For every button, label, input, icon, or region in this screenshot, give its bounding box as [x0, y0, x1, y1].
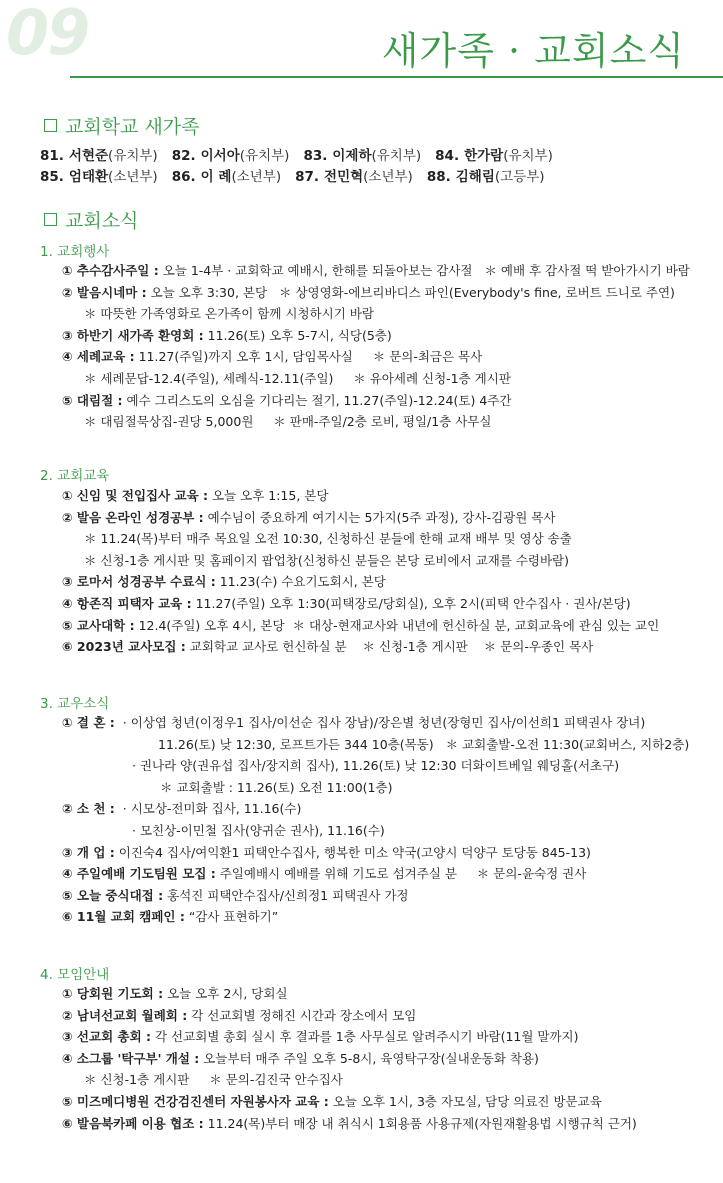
news-line: [62, 303, 690, 325]
news-line: [62, 777, 689, 799]
title-rule: [70, 76, 723, 78]
news-line: [62, 485, 659, 507]
news-item-text: “감사 표현하기”: [184, 909, 279, 925]
news-line: [62, 1113, 637, 1135]
member-number: 88.: [426, 169, 451, 185]
member-name: 이 례: [200, 169, 232, 185]
page-number: 09: [6, 0, 89, 69]
news-item-label: ③ 개 업 :: [62, 844, 115, 860]
member-number: 83.: [303, 148, 328, 164]
news-item-label: ④ 소그룹 '탁구부' 개설 :: [62, 1050, 200, 1066]
member-group: (소년부): [108, 169, 158, 185]
news-item-text: 11.26(토) 오후 5-7시, 식당(5층): [203, 327, 392, 343]
section-heading-text: 교회소식: [65, 210, 139, 232]
section-heading-new-family: [44, 112, 200, 139]
news-item-text: 오늘 오후 1:15, 본당: [208, 488, 329, 503]
news-item-text: ＊ 신청-1층 게시판 ＊ 문의-김진국 안수집사: [84, 1072, 343, 1088]
news-item-text: 11.27(주일)까지 오후 1시, 담임목사실 ＊ 문의-최금은 목사: [134, 349, 483, 365]
news-item-text: ＊ 신청-1층 게시판 및 홈페이지 팝업창(신청하신 분들은 본당 로비에서 교재를 수령바람): [84, 552, 570, 568]
section-heading-text: 교회학교 새가족: [65, 116, 200, 138]
new-family-member: [303, 146, 421, 167]
news-line: [62, 346, 690, 368]
news-item-text: 예수 그리스도의 오심을 기다리는 절기, 11.27(주일)-12.24(토) 4주간: [122, 392, 512, 408]
member-number: 86.: [171, 169, 196, 185]
news-line: [62, 507, 659, 529]
news-line: [62, 842, 689, 864]
news-item-text: 오늘부터 매주 주일 오후 5-8시, 육영탁구장(실내운동화 착용): [199, 1050, 539, 1066]
news-item-label: ⑤ 오늘 중식대접 :: [62, 887, 164, 903]
news-item-text: 각 선교회별 정해진 시간과 장소에서 모임: [187, 1007, 417, 1023]
member-name: 한가람: [464, 148, 504, 164]
news-item-label: ② 소 천 :: [62, 801, 115, 817]
church-education-list: [62, 485, 659, 658]
page-title: 새가족 · 교회소식: [381, 29, 685, 73]
news-line: [62, 1026, 637, 1048]
news-line: [62, 528, 659, 550]
new-family-member: [427, 167, 545, 188]
member-number: 87.: [295, 169, 320, 185]
member-group: (유치부): [108, 148, 158, 164]
news-item-label: ⑥ 2023년 교사모집 :: [62, 639, 186, 655]
meetings-list: [62, 983, 637, 1134]
news-line: [62, 1069, 637, 1091]
news-item-text: 각 선교회별 총회 실시 후 결과를 1층 사무실로 알려주시기 바람(11월 말까지): [151, 1029, 579, 1045]
news-item-text: 홍석진 피택안수집사/신희정1 피택권사 가정: [163, 887, 409, 903]
church-events-list: [62, 260, 690, 433]
news-line: [62, 1048, 637, 1070]
member-name: 이서아: [200, 148, 240, 164]
news-item-label: ③ 하반기 새가족 환영회 :: [62, 327, 204, 343]
news-item-text: 11.26(토) 낮 12:30, 로프트가든 344 10층(목동) ＊ 교회출발-오전 11:30(교회버스, 지하2층): [158, 736, 690, 752]
new-family-member: [435, 146, 553, 167]
new-family-member: [172, 167, 281, 188]
new-family-row: [40, 167, 567, 188]
news-item-text: 11.24(목)부터 매장 내 취식시 1회용품 사용규제(자원재활용법 시행규칙 근거): [203, 1115, 637, 1131]
section-heading-church-news: [44, 206, 138, 233]
news-item-text: ＊ 세례문답-12.4(주일), 세례식-12.11(주일) ＊ 유아세례 신청-1층 게시판: [84, 370, 511, 386]
news-line: [62, 593, 659, 615]
subheading-member-news: 3. 교우소식: [40, 696, 110, 712]
member-group: (유치부): [371, 148, 422, 164]
news-item-text: ＊ 교회출발 : 11.26(토) 오전 11:00(1층): [160, 779, 393, 795]
news-line: [62, 798, 689, 820]
news-line: [62, 282, 690, 304]
new-family-member: [40, 146, 158, 167]
news-item-text: 12.4(주일) 오후 4시, 본당 ＊ 대상-현재교사와 내년에 헌신하실 분, 교회교육에 관심 있는 교인: [134, 617, 660, 633]
news-item-text: 오늘 오후 3:30, 본당 ＊ 상영영화-에브리바디스 파인(Everybody's fine, 로버트 드니로 주연): [146, 284, 675, 300]
news-item-text: · 이상엽 청년(이정우1 집사/이선순 집사 장남)/장은별 청년(장형민 집사/이선희1 피택권사 장녀): [114, 715, 646, 730]
new-family-member: [295, 167, 413, 188]
news-item-label: ⑥ 발음북카페 이용 협조 :: [62, 1115, 204, 1131]
member-number: 81.: [40, 148, 64, 164]
member-name: 엄태환: [68, 169, 109, 185]
square-bullet-icon: [44, 213, 57, 226]
news-line: [62, 885, 689, 907]
news-line: [62, 1005, 637, 1027]
member-group: (고등부): [494, 169, 545, 185]
news-line: [62, 734, 689, 756]
news-item-label: ③ 로마서 성경공부 수료식 :: [62, 574, 216, 590]
news-item-text: 오늘 오후 1시, 3층 자모실, 담당 의료진 방문교육: [328, 1093, 602, 1109]
news-line: [62, 571, 659, 593]
news-line: [62, 615, 659, 637]
member-group: (소년부): [363, 169, 413, 185]
news-line: [62, 325, 690, 347]
news-item-text: 주일예배시 예배를 위해 기도로 섬겨주실 분 ＊ 문의-윤숙정 권사: [215, 866, 587, 882]
news-item-label: ② 발음시네마 :: [62, 284, 147, 300]
news-line: [62, 260, 690, 282]
news-item-text: 오늘 오후 2시, 당회실: [163, 986, 288, 1001]
news-item-text: 이진숙4 집사/여익환1 피택안수집사, 행복한 미소 약국(고양시 덕양구 토당동 845-13): [114, 844, 591, 860]
news-item-text: · 시모상-전미화 집사, 11.16(수): [114, 801, 302, 817]
news-item-label: ⑥ 11월 교회 캠페인 :: [62, 909, 185, 925]
news-line: [62, 755, 689, 777]
news-line: [62, 712, 689, 734]
new-family-member: [40, 167, 158, 188]
member-name: 서현준: [68, 148, 109, 164]
news-item-text: 오늘 1-4부 · 교회학교 예배시, 한해를 되돌아보는 감사절 ＊ 예배 후 감사절 떡 받아가시기 바람: [158, 263, 690, 278]
member-group: (유치부): [503, 148, 553, 164]
news-line: [62, 1091, 637, 1113]
member-number: 85.: [40, 169, 64, 185]
news-item-label: ⑤ 대림절 :: [62, 392, 123, 408]
member-news-list: [62, 712, 689, 928]
news-item-text: ＊ 따뜻한 가족영화로 온가족이 함께 시청하시기 바람: [84, 306, 374, 322]
news-item-text: 교회학교 교사로 헌신하실 분 ＊ 신청-1층 게시판 ＊ 문의-우종인 목사: [185, 639, 594, 655]
member-name: 전민혁: [324, 169, 364, 185]
news-item-label: ① 결 혼 :: [62, 715, 115, 730]
news-line: [62, 550, 659, 572]
new-family-member: [172, 146, 290, 167]
square-bullet-icon: [44, 119, 57, 132]
member-name: 김해림: [455, 169, 495, 185]
news-line: [62, 983, 637, 1005]
member-group: (소년부): [231, 169, 282, 185]
news-item-label: ② 발음 온라인 성경공부 :: [62, 509, 204, 525]
news-item-label: ② 남녀선교회 월례회 :: [62, 1007, 188, 1023]
news-line: [62, 411, 690, 433]
news-item-label: ⑤ 교사대학 :: [62, 617, 135, 633]
member-number: 82.: [171, 148, 196, 164]
news-line: [62, 906, 689, 928]
news-item-text: 예수님이 중요하게 여기시는 5가지(5주 과정), 강사-김광원 목사: [203, 509, 556, 525]
news-item-text: 11.23(수) 수요기도회시, 본당: [215, 574, 386, 590]
news-item-text: 11.27(주일) 오후 1:30(피택장로/당회실), 오후 2시(피택 안수집사 · 권사/본당): [191, 595, 631, 611]
news-item-label: ① 추수감사주일 :: [62, 263, 159, 278]
subheading-church-education: 2. 교회교육: [40, 468, 110, 484]
news-item-text: ＊ 대림절묵상집-권당 5,000원 ＊ 판매-주일/2층 로비, 평일/1층 사무실: [84, 414, 492, 430]
news-item-text: ＊ 11.24(목)부터 매주 목요일 오전 10:30, 신청하신 분들에 한해 교재 배부 및 영상 송출: [84, 531, 572, 547]
news-line: [62, 863, 689, 885]
member-number: 84.: [435, 148, 460, 164]
news-line: [62, 820, 689, 842]
news-item-label: ① 신임 및 전입집사 교육 :: [62, 488, 209, 503]
news-line: [62, 368, 690, 390]
subheading-meetings: 4. 모임안내: [40, 967, 110, 983]
news-line: [62, 636, 659, 658]
news-item-label: ④ 주일예배 기도팀원 모집 :: [62, 866, 216, 882]
news-line: [62, 390, 690, 412]
news-item-text: · 모친상-이민철 집사(양귀순 권사), 11.16(수): [132, 822, 385, 838]
news-item-label: ① 당회원 기도회 :: [62, 986, 164, 1001]
news-item-label: ③ 선교회 총회 :: [62, 1029, 152, 1045]
new-family-list: [40, 146, 567, 188]
new-family-row: [40, 146, 567, 167]
subheading-church-events: 1. 교회행사: [40, 244, 110, 260]
member-group: (유치부): [239, 148, 290, 164]
news-item-label: ④ 항존직 피택자 교육 :: [62, 595, 192, 611]
member-name: 이제하: [332, 148, 372, 164]
news-item-label: ⑤ 미즈메디병원 건강검진센터 자원봉사자 교육 :: [62, 1093, 329, 1109]
news-item-label: ④ 세례교육 :: [62, 349, 135, 365]
news-item-text: · 권나라 양(권유섭 집사/장지희 집사), 11.26(토) 낮 12:30 더화이트베일 웨딩홀(서초구): [132, 758, 620, 774]
